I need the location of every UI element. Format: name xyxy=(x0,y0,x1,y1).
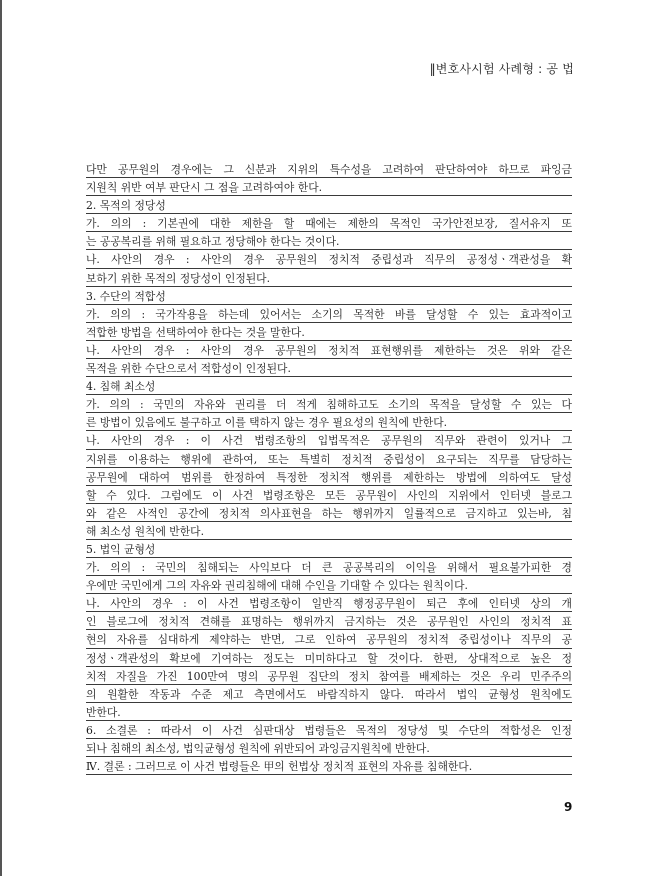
text-line: 해 최소성 원칙에 반한다. xyxy=(86,522,572,540)
text-line: 5. 법익 균형성 xyxy=(86,540,572,558)
text-line: 현의 자유를 심대하게 제약하는 반면, 그로 인하여 공무원의 정치적 중립성이나 직무의 공 xyxy=(86,630,572,648)
text-line: 나. 사안의 경우 : 사안의 경우 공무원의 정치적 중립성과 직무의 공정성ㆍ객관성을 확 xyxy=(86,250,572,268)
text-line: 나. 사안의 경우 : 이 사건 법령조항이 일반직 행정공무원이 퇴근 후에 인터넷 상의 개 xyxy=(86,594,572,612)
text-line: 4. 침해 최소성 xyxy=(86,377,572,395)
text-line: 보하기 위한 목적의 정당성이 인정된다. xyxy=(86,269,572,287)
text-line: 되나 침해의 최소성, 법익균형성 원칙에 위반되어 과잉금지원칙에 반한다. xyxy=(86,739,572,757)
text-line: 른 방법이 있음에도 불구하고 이를 택하지 않는 경우 필요성의 원칙에 반한다. xyxy=(86,413,572,431)
running-header: ‖변호사시험 사례형 : 공 법 xyxy=(429,62,574,76)
text-line: 할 수 있다. 그럼에도 이 사건 법령조항은 모든 공무원이 사인의 지위에서 인터넷 블로그 xyxy=(86,486,572,504)
body-text xyxy=(86,160,572,775)
page-number: 9 xyxy=(564,800,573,814)
text-line: 3. 수단의 적합성 xyxy=(86,287,572,305)
text-line: 2. 목적의 정당성 xyxy=(86,196,572,214)
text-line: 치적 자질을 가진 100만여 명의 공무원 집단의 정치 참여를 배제하는 것은 우리 민주주의 xyxy=(86,667,572,685)
text-line: 반한다. xyxy=(86,703,572,721)
text-line: 정성ㆍ객관성의 확보에 기여하는 정도는 미미하다고 할 것이다. 한편, 상대적으로 높은 정 xyxy=(86,649,572,667)
text-line: 목적을 위한 수단으로서 적합성이 인정된다. xyxy=(86,359,572,377)
text-line: 다만 공무원의 경우에는 그 신분과 지위의 특수성을 고려하여 판단하여야 하므로 파잉금 xyxy=(86,160,572,178)
text-line: 6. 소결론 : 따라서 이 사건 심판대상 법령들은 목적의 정당성 및 수단의 적합성은 인정 xyxy=(86,721,572,739)
text-line: 지위를 이용하는 행위에 관하여, 또는 특별히 정치적 중립성이 요구되는 직무를 담당하는 xyxy=(86,450,572,468)
text-line: 공무원에 대하여 범위를 한정하여 특정한 정치적 행위를 제한하는 방법에 의하여도 달성 xyxy=(86,468,572,486)
text-line: 는 공공복리를 위해 필요하고 정당해야 한다는 것이다. xyxy=(86,232,572,250)
text-line: 우에만 국민에게 그의 자유와 권리침해에 대해 수인을 기대할 수 있다는 원칙이다. xyxy=(86,576,572,594)
text-line: 인 블로그에 정치적 견해를 표명하는 행위까지 금지하는 것은 공무원인 사인의 정치적 표 xyxy=(86,612,572,630)
text-line: 가. 의의 : 기본권에 대한 제한을 할 때에는 제한의 목적인 국가안전보장, 질서유지 또 xyxy=(86,214,572,232)
text-line: 적합한 방법을 선택하여야 한다는 것을 말한다. xyxy=(86,323,572,341)
text-line: 가. 의의 : 국민의 침해되는 사익보다 더 큰 공공복리의 이익을 위해서 필요불가피한 경 xyxy=(86,558,572,576)
text-line: 나. 사안의 경우 : 사안의 경우 공무원의 정치적 표현행위를 제한하는 것은 위와 같은 xyxy=(86,341,572,359)
text-line: 지원칙 위반 여부 판단시 그 점을 고려하여야 한다. xyxy=(86,178,572,196)
text-line: 나. 사안의 경우 : 이 사건 법령조항의 입법목적은 공무원의 직무와 관련이 있거나 그 xyxy=(86,431,572,449)
text-line: Ⅳ. 결론 : 그러므로 이 사건 법령들은 甲의 헌법상 정치적 표현의 자유를 침해한다. xyxy=(86,757,572,775)
text-line: 가. 의의 : 국민의 자유와 권리를 더 적게 침해하고도 소기의 목적을 달성할 수 있는 다 xyxy=(86,395,572,413)
text-line: 의 원활한 작동과 수준 제고 측면에서도 바람직하지 않다. 따라서 법익 균형성 원칙에도 xyxy=(86,685,572,703)
text-line: 가. 의의 : 국가작용을 하는데 있어서는 소기의 목적한 바를 달성할 수 있는 효과적이고 xyxy=(86,305,572,323)
text-line: 와 같은 사적인 공간에 정치적 의사표현을 하는 행위까지 일률적으로 금지하고 있는바, 침 xyxy=(86,504,572,522)
